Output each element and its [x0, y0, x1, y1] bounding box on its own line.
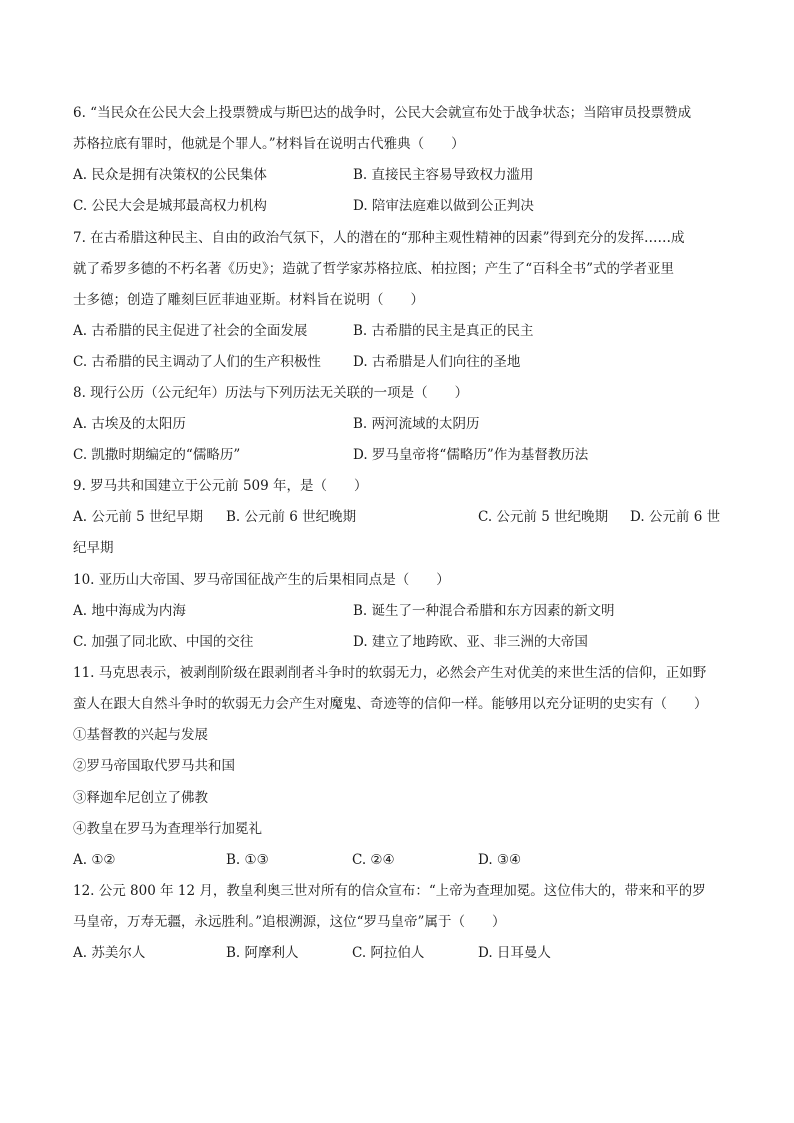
q11-item-4: ④教皇在罗马为查理举行加冕礼 — [73, 821, 262, 837]
q11-option-a[interactable]: A. ①② — [73, 852, 116, 868]
q6-option-a[interactable]: A. 民众是拥有决策权的公民集体 — [73, 167, 267, 183]
q10-option-c[interactable]: C. 加强了同北欧、中国的交往 — [73, 634, 254, 650]
q6-options-row-1 — [73, 166, 733, 184]
q11-stem-line-2: 蛮人在跟大自然斗争时的软弱无力会产生对魔鬼、奇迹等的信仰一样。能够用以充分证明的史实有（ ） — [73, 696, 708, 712]
q7-options-row-2 — [73, 353, 733, 371]
q6-stem-line-2: 苏格拉底有罪时，他就是个罪人。”材料旨在说明古代雅典（ ） — [73, 136, 465, 152]
q6-option-b[interactable]: B. 直接民主容易导致权力滥用 — [353, 167, 534, 183]
q7-stem-line-2: 就了希罗多德的不朽名著《历史》；造就了哲学家苏格拉底、柏拉图；产生了“百科全书”式的学者亚里 — [73, 261, 675, 277]
q9-option-b[interactable]: B. 公元前 6 世纪晚期 — [226, 509, 357, 525]
q10-options-row-1 — [73, 602, 733, 620]
q6-option-c[interactable]: C. 公民大会是城邦最高权力机构 — [73, 198, 267, 214]
q6-stem-line-1: 6. “当民众在公民大会上投票赞成与斯巴达的战争时，公民大会就宣布处于战争状态；当陪审员投票赞成 — [73, 105, 692, 121]
q6-option-d[interactable]: D. 陪审法庭难以做到公正判决 — [353, 198, 534, 214]
q10-stem-line-1: 10. 亚历山大帝国、罗马帝国征战产生的后果相同点是（ ） — [73, 572, 450, 588]
q10-option-a[interactable]: A. 地中海成为内海 — [73, 603, 186, 619]
q7-option-b[interactable]: B. 古希腊的民主是真正的民主 — [353, 323, 534, 339]
q12-option-d[interactable]: D. 日耳曼人 — [478, 945, 551, 961]
q7-option-d[interactable]: D. 古希腊是人们向往的圣地 — [353, 354, 521, 370]
q7-options-row-1 — [73, 322, 733, 340]
q12-option-c[interactable]: C. 阿拉伯人 — [352, 945, 425, 961]
q11-item-3: ③释迦牟尼创立了佛教 — [73, 790, 208, 806]
q7-option-c[interactable]: C. 古希腊的民主调动了人们的生产积极性 — [73, 354, 321, 370]
q11-option-c[interactable]: C. ②④ — [352, 852, 395, 868]
q6-options-row-2 — [73, 197, 733, 215]
q7-option-a[interactable]: A. 古希腊的民主促进了社会的全面发展 — [73, 323, 308, 339]
q9-stem-line-1: 9. 罗马共和国建立于公元前 509 年，是（ ） — [73, 478, 368, 494]
q9-option-d[interactable]: D. 公元前 6 世 — [630, 509, 721, 525]
q8-stem-line-1: 8. 现行公历（公元纪年）历法与下列历法无关联的一项是（ ） — [73, 385, 469, 401]
q11-item-1: ①基督教的兴起与发展 — [73, 727, 208, 743]
q10-option-d[interactable]: D. 建立了地跨欧、亚、非三洲的大帝国 — [353, 634, 588, 650]
q11-option-d[interactable]: D. ③④ — [478, 852, 522, 868]
q12-option-b[interactable]: B. 阿摩利人 — [226, 945, 299, 961]
q12-options-row-1 — [73, 944, 733, 962]
q11-option-b[interactable]: B. ①③ — [226, 852, 269, 868]
q10-option-b[interactable]: B. 诞生了一种混合希腊和东方因素的新文明 — [353, 603, 615, 619]
q7-stem-line-3: 士多德；创造了雕刻巨匠菲迪亚斯。材料旨在说明（ ） — [73, 292, 424, 308]
q8-options-row-2 — [73, 446, 733, 464]
q12-option-a[interactable]: A. 苏美尔人 — [73, 945, 146, 961]
q11-options-row-1 — [73, 851, 733, 869]
q9-option-d-continuation: 纪早期 — [73, 540, 114, 556]
q12-stem-line-2: 马皇帝，万寿无疆，永远胜利。”追根溯源，这位“罗马皇帝”属于（ ） — [73, 914, 506, 930]
q8-option-d[interactable]: D. 罗马皇帝将“儒略历”作为基督教历法 — [353, 447, 589, 463]
q9-options-row-1 — [73, 508, 733, 526]
q8-option-c[interactable]: C. 凯撒时期编定的“儒略历” — [73, 447, 241, 463]
q11-item-2: ②罗马帝国取代罗马共和国 — [73, 758, 235, 774]
q8-option-a[interactable]: A. 古埃及的太阳历 — [73, 416, 186, 432]
q9-option-a[interactable]: A. 公元前 5 世纪早期 — [73, 509, 204, 525]
q12-stem-line-1: 12. 公元 800 年 12 月，教皇利奥三世对所有的信众宣布：“上帝为查理加冕。这位伟大的，带来和平的罗 — [73, 883, 706, 899]
q8-options-row-1 — [73, 415, 733, 433]
q7-stem-line-1: 7. 在古希腊这种民主、自由的政治气氛下，人的潜在的“那种主观性精神的因素”得到充分的发挥……成 — [73, 230, 685, 246]
q9-option-c[interactable]: C. 公元前 5 世纪晚期 — [478, 509, 609, 525]
q8-option-b[interactable]: B. 两河流域的太阴历 — [353, 416, 480, 432]
q10-options-row-2 — [73, 633, 733, 651]
q11-stem-line-1: 11. 马克思表示，被剥削阶级在跟剥削者斗争时的软弱无力，必然会产生对优美的来世生活的信仰，正如野 — [73, 665, 707, 681]
